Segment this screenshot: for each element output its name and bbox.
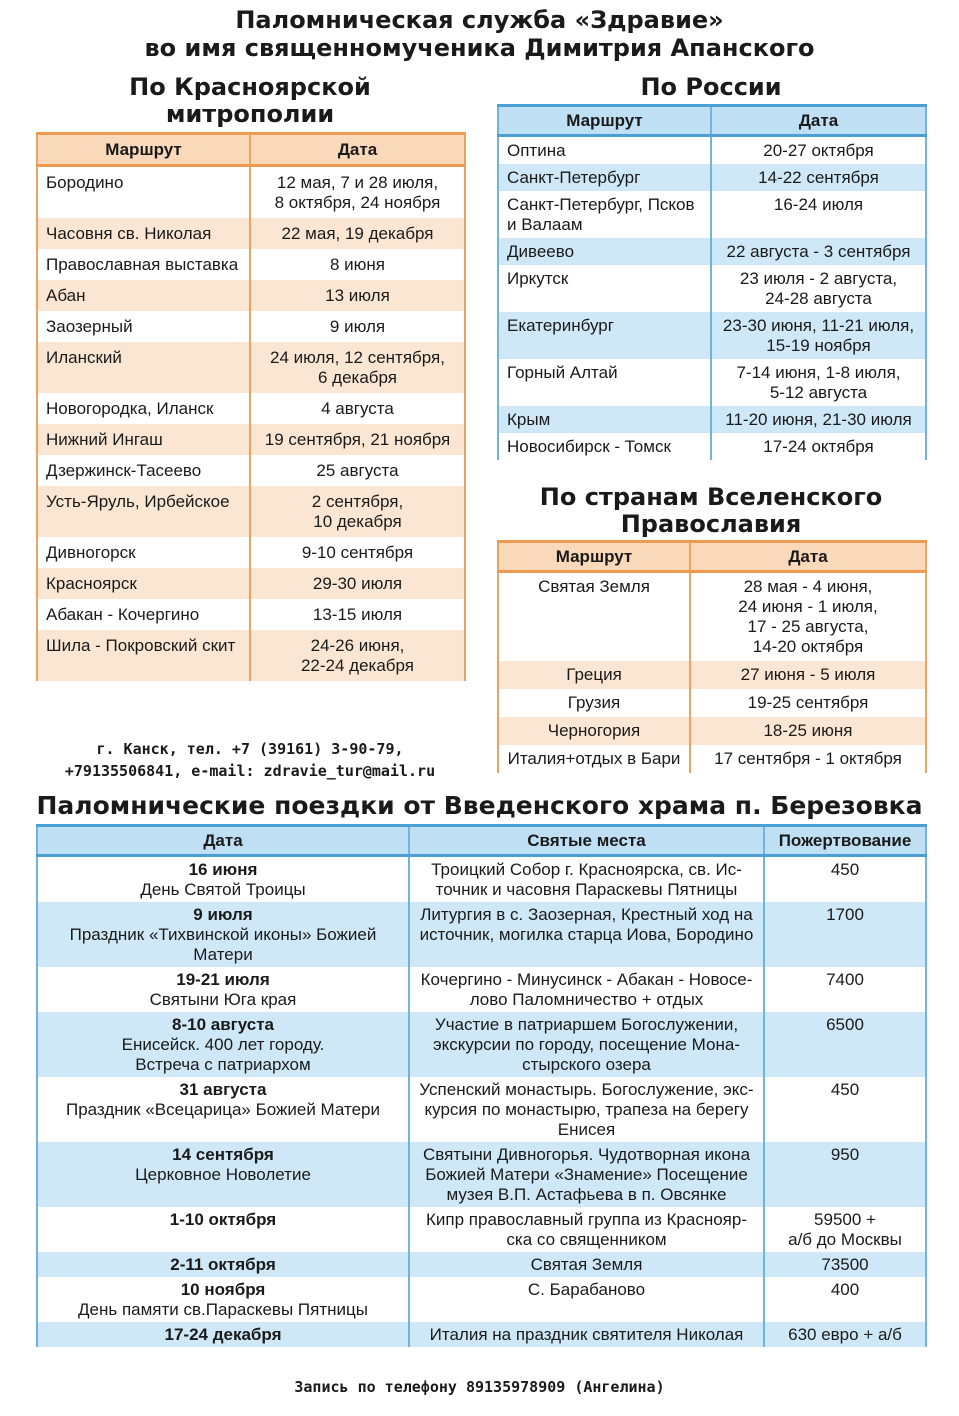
table-row: [37, 424, 465, 455]
route-cell: Грузия: [567, 693, 621, 712]
date-cell: 14-20 октября: [752, 637, 864, 656]
places-cell: Участие в патриаршем Богослужении,: [434, 1015, 739, 1034]
places-cell: С. Барабаново: [527, 1280, 646, 1299]
route-cell: Абакан - Кочергино: [46, 605, 200, 624]
column-header-date: Дата: [250, 134, 465, 166]
date-cell: 31 августа: [179, 1080, 267, 1099]
date-cell: 19 сентября, 21 ноября: [264, 430, 451, 449]
date-cell: 14 сентября: [172, 1145, 274, 1164]
route-cell: Святая Земля: [538, 577, 650, 596]
date-cell: 24 июня - 1 июля,: [738, 597, 878, 616]
event-cell: День Святой Троицы: [140, 880, 306, 899]
route-cell: и Валаам: [507, 215, 583, 234]
table-row: [37, 486, 465, 537]
places-cell: Успенский монастырь. Богослужение, экс-: [419, 1080, 754, 1099]
table-row: [498, 661, 926, 689]
places-cell: экскурсии по городу, посещение Мона-: [432, 1035, 740, 1054]
date-cell: 28 мая - 4 июня,: [743, 577, 873, 596]
column-header-route: Маршрут: [498, 542, 690, 572]
date-cell: 15-19 ноября: [766, 336, 871, 355]
route-cell: Иркутск: [507, 269, 569, 288]
date-cell: 23 июля - 2 августа,: [739, 269, 898, 288]
places-cell: курсия по монастырю, трапеза на берегу: [424, 1100, 749, 1119]
date-cell: 23-30 июня, 11-21 июля,: [722, 316, 915, 335]
title-line-2: во имя священномученика Димитрия Апанского: [144, 34, 815, 62]
event-cell: День памяти св.Параскевы Пятницы: [78, 1300, 368, 1319]
places-cell: Божией Матери «Знамение» Посещение: [425, 1165, 748, 1184]
date-cell: 22-24 декабря: [300, 656, 415, 675]
route-cell: Иланский: [46, 348, 122, 367]
date-cell: 19-21 июля: [176, 970, 270, 989]
date-cell: 9 июля: [193, 905, 253, 924]
date-cell: 13 июля: [325, 286, 390, 305]
table-row: [498, 689, 926, 717]
event-cell: Церковное Новолетие: [135, 1165, 311, 1184]
date-cell: 5-12 августа: [769, 383, 868, 402]
places-cell: музея В.П. Астафьева в п. Овсянке: [446, 1185, 727, 1204]
column-header-date: Дата: [37, 826, 409, 856]
route-cell: Нижний Ингаш: [46, 430, 163, 449]
table-row: [37, 599, 465, 630]
route-cell: Часовня св. Николая: [46, 224, 212, 243]
table-row: [37, 249, 465, 280]
donation-cell: 7400: [826, 970, 864, 989]
places-cell: Енисея: [557, 1120, 616, 1139]
donation-cell: а/б до Москвы: [788, 1230, 902, 1249]
krasnoyarsk-title: По Красноярской митрополии: [129, 73, 371, 128]
contact-info: г. Канск, тел. +7 (39161) 3-90-79, +79135506841, e-mail: zdravie_tur@mail.ru: [64, 740, 436, 780]
date-cell: 20-27 октября: [763, 141, 874, 160]
donation-cell: 59500 +: [814, 1210, 876, 1229]
date-cell: 24-26 июня,: [310, 636, 405, 655]
table-row: [37, 280, 465, 311]
route-cell: Дивеево: [507, 242, 575, 261]
table-row: [37, 1142, 926, 1207]
places-cell: точник и часовня Параскевы Пятницы: [435, 880, 738, 899]
table-row: [37, 1012, 926, 1077]
berezovka-title: Паломнические поездки от Введенского храма п. Березовка: [36, 791, 923, 820]
route-cell: Заозерный: [46, 317, 133, 336]
date-cell: 22 мая, 19 декабря: [281, 224, 434, 243]
route-cell: Горный Алтай: [507, 363, 618, 382]
date-cell: 17 сентября - 1 октября: [714, 749, 902, 768]
route-cell: Крым: [507, 410, 551, 429]
column-header-date: Дата: [690, 542, 926, 572]
table-row: [37, 1322, 926, 1347]
route-cell: Шила - Покровский скит: [46, 636, 236, 655]
event-cell: Встреча с патриархом: [135, 1055, 311, 1074]
table-row: [498, 136, 926, 165]
places-cell: Кочергино - Минусинск - Абакан - Новосе-: [420, 970, 753, 989]
russia-table: [497, 104, 927, 460]
orthodox-table: [497, 540, 927, 773]
table-row: [37, 1252, 926, 1277]
places-cell: Литургия в с. Заозерная, Крестный ход на: [420, 905, 753, 924]
table-row: [37, 902, 926, 967]
table-row: [37, 1277, 926, 1322]
date-cell: 10 декабря: [313, 512, 402, 531]
table-row: [498, 265, 926, 312]
column-header-date: Дата: [711, 106, 926, 136]
route-cell: Православная выставка: [46, 255, 239, 274]
date-cell: 17 - 25 августа,: [747, 617, 869, 636]
date-cell: 17-24 декабря: [164, 1325, 282, 1344]
date-cell: 27 июня - 5 июля: [740, 665, 876, 684]
table-row: [37, 568, 465, 599]
table-row: [498, 191, 926, 238]
route-cell: Усть-Яруль, Ирбейское: [46, 492, 230, 511]
date-cell: 11-20 июня, 21-30 июля: [725, 410, 912, 429]
route-cell: Новогородка, Иланск: [46, 399, 214, 418]
route-cell: Оптина: [507, 141, 566, 160]
date-cell: 29-30 июля: [312, 574, 403, 593]
route-cell: Екатеринбург: [507, 316, 614, 335]
route-cell: Черногория: [547, 721, 641, 740]
table-row: [498, 359, 926, 406]
places-cell: ска со священником: [506, 1230, 667, 1249]
page-title: [0, 6, 959, 62]
route-cell: Санкт-Петербург: [507, 168, 641, 187]
date-cell: 14-22 сентября: [758, 168, 879, 187]
date-cell: 9-10 сентября: [301, 543, 414, 562]
date-cell: 2-11 октября: [170, 1255, 276, 1274]
donation-cell: 450: [830, 860, 860, 879]
date-cell: 8 октября, 24 ноября: [274, 193, 441, 212]
event-cell: Праздник «Тихвинской иконы» Божией Матери: [69, 925, 377, 964]
table-row: [37, 342, 465, 393]
date-cell: 8 июня: [329, 255, 386, 274]
places-cell: источник, могилка старца Иова, Бородино: [419, 925, 754, 944]
date-cell: 9 июля: [329, 317, 386, 336]
route-cell: Санкт-Петербург, Псков: [507, 195, 695, 214]
date-cell: 2 сентября,: [311, 492, 404, 511]
donation-cell: 630 евро + а/б: [788, 1325, 902, 1344]
column-header-places: Святые места: [409, 826, 764, 856]
date-cell: 22 августа - 3 сентября: [726, 242, 911, 261]
date-cell: 17-24 октября: [763, 437, 874, 456]
places-cell: Кипр православный группа из Краснояр-: [426, 1210, 747, 1229]
donation-cell: 950: [830, 1145, 860, 1164]
table-row: [498, 312, 926, 359]
places-cell: Святая Земля: [530, 1255, 643, 1274]
column-header-route: Маршрут: [37, 134, 250, 166]
russia-title: По России: [640, 73, 782, 101]
donation-cell: 450: [830, 1080, 860, 1099]
table-row: [37, 1077, 926, 1142]
route-cell: Дзержинск-Тасеево: [46, 461, 202, 480]
donation-cell: 6500: [826, 1015, 864, 1034]
date-cell: 10 ноября: [180, 1280, 266, 1299]
date-cell: 7-14 июня, 1-8 июля,: [736, 363, 901, 382]
date-cell: 25 августа: [316, 461, 399, 480]
table-row: [37, 311, 465, 342]
table-row: [37, 630, 465, 681]
places-cell: Троицкий Собор г. Красноярска, св. Ис-: [431, 860, 742, 879]
date-cell: 18-25 июня: [763, 721, 853, 740]
donation-cell: 1700: [826, 905, 864, 924]
date-cell: 6 декабря: [317, 368, 398, 387]
date-cell: 24 июля, 12 сентября,: [270, 348, 445, 367]
column-header-route: Маршрут: [498, 106, 711, 136]
date-cell: 13-15 июля: [312, 605, 403, 624]
route-cell: Бородино: [46, 173, 124, 192]
date-cell: 16-24 июля: [773, 195, 864, 214]
date-cell: 19-25 сентября: [747, 693, 869, 712]
event-cell: Святыни Юга края: [149, 990, 297, 1009]
berezovka-table: [36, 824, 927, 1347]
table-row: [498, 406, 926, 433]
table-row: [498, 717, 926, 745]
title-line-1: Паломническая служба «Здравие»: [235, 6, 724, 34]
places-cell: Святыни Дивногорья. Чудотворная икона: [422, 1145, 751, 1164]
table-row: [37, 1207, 926, 1252]
column-header-donation: Пожертвование: [764, 826, 926, 856]
date-cell: 8-10 августа: [172, 1015, 274, 1034]
route-cell: Греция: [566, 665, 622, 684]
route-cell: Красноярск: [46, 574, 137, 593]
table-row: [498, 572, 926, 662]
places-cell: лово Паломничество + отдых: [469, 990, 704, 1009]
route-cell: Абан: [46, 286, 86, 305]
orthodox-title: По странам Вселенского Православия: [539, 483, 883, 538]
date-cell: 4 августа: [321, 399, 394, 418]
donation-cell: 73500: [821, 1255, 869, 1274]
table-row: [37, 393, 465, 424]
date-cell: 1-10 октября: [169, 1210, 277, 1229]
table-row: [498, 433, 926, 460]
table-row: [498, 238, 926, 265]
date-cell: 24-28 августа: [765, 289, 872, 308]
event-cell: Енисейск. 400 лет городу.: [121, 1035, 325, 1054]
table-row: [498, 164, 926, 191]
route-cell: Новосибирск - Томск: [507, 437, 671, 456]
route-cell: Италия+отдых в Бари: [507, 749, 681, 768]
table-row: [37, 218, 465, 249]
krasnoyarsk-table: [36, 132, 466, 681]
footer-phone: Запись по телефону 89135978909 (Ангелина): [294, 1378, 665, 1396]
donation-cell: 400: [830, 1280, 860, 1299]
table-row: [37, 856, 926, 903]
table-row: [498, 745, 926, 773]
route-cell: Дивногорск: [46, 543, 136, 562]
table-row: [37, 455, 465, 486]
table-row: [37, 166, 465, 219]
date-cell: 12 мая, 7 и 28 июля,: [276, 173, 439, 192]
event-cell: Праздник «Всецарица» Божией Матери: [66, 1100, 380, 1119]
places-cell: Италия на праздник святителя Николая: [429, 1325, 744, 1344]
table-row: [37, 537, 465, 568]
date-cell: 16 июня: [188, 860, 258, 879]
table-row: [37, 967, 926, 1012]
places-cell: стырского озера: [522, 1055, 651, 1074]
